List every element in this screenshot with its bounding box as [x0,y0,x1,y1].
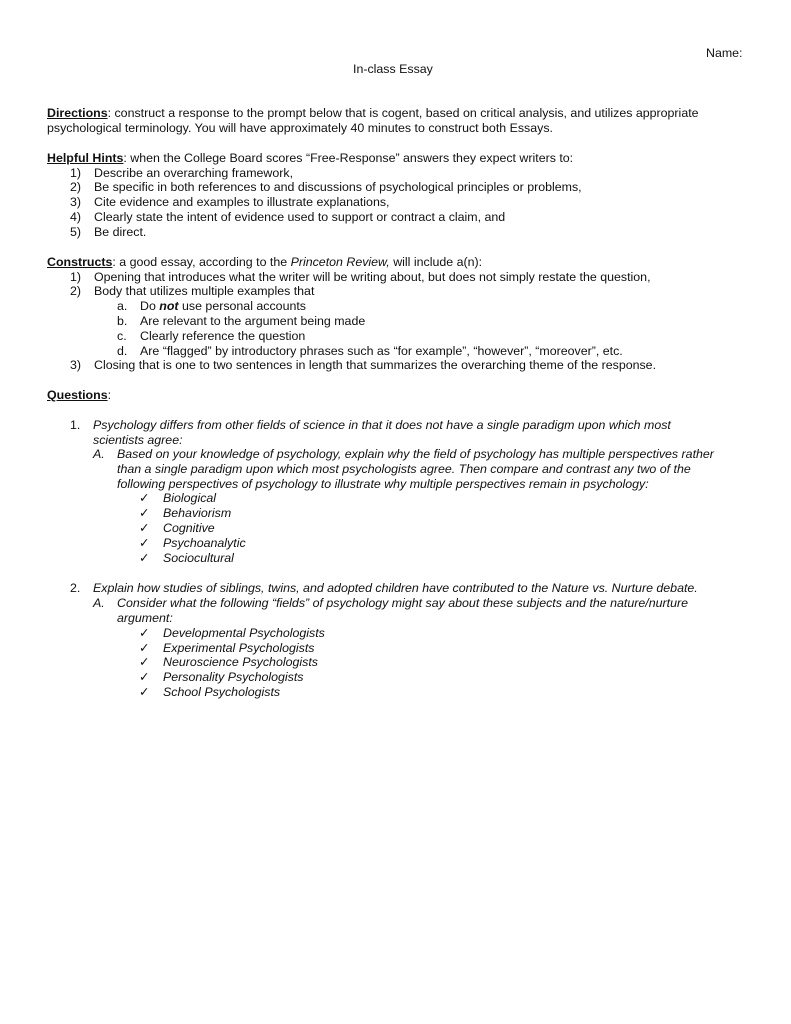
directions-line-1 [47,106,699,121]
subitem-letter: c. [117,329,127,343]
check-icon: ✓ [139,551,150,565]
construct-num: 2) [70,284,82,298]
subitem-letter: b. [117,314,128,328]
hint-num: 3) [70,195,82,209]
page-title: In-class Essay [353,62,433,76]
field-item [139,655,318,670]
questions-heading [47,388,111,403]
perspective-label: Psychoanalytic [163,536,246,550]
subitem-letter: d. [117,344,128,358]
question-num: 1. [70,418,81,432]
hints-intro [47,151,573,166]
subitem-text: Are relevant to the argument being made [140,314,366,328]
construct-text: Opening that introduces what the writer will be writing about, but does not simply restate the question, [94,270,651,284]
check-icon: ✓ [139,626,150,640]
field-item [139,670,304,685]
question-text: Explain how studies of siblings, twins, and adopted children have contributed to the Nature vs. Nurture debate. [93,581,698,595]
question-text: Psychology differs from other fields of science in that it does not have a single paradigm upon which most [93,418,671,432]
field-label: Neuroscience Psychologists [163,655,318,669]
field-item [139,685,280,700]
question-1a-line-3: following perspectives of psychology to illustrate why multiple perspectives remain in psychology: [117,477,649,491]
constructs-intro-pre: : a good essay, according to the [112,255,291,269]
hint-text: Be direct. [94,225,147,239]
subitem-text-post: use personal accounts [178,299,306,313]
hint-item [70,195,389,210]
construct-text: Body that utilizes multiple examples that [94,284,315,298]
construct-subitem [117,329,305,344]
subitem-letter: a. [117,299,128,313]
questions-colon: : [107,388,112,402]
name-label: Name: [706,46,743,60]
field-label: Developmental Psychologists [163,626,325,640]
hint-num: 4) [70,210,82,224]
perspective-item [139,506,231,521]
question-2a-line-1 [93,596,688,611]
hints-label: Helpful Hints [47,151,124,165]
subitem-text: Are “flagged” by introductory phrases such as “for example”, “however”, “moreover”, etc. [140,344,623,358]
question-1-line-2: scientists agree: [93,433,183,447]
check-icon: ✓ [139,641,150,655]
question-1a-line-1 [93,447,714,462]
check-icon: ✓ [139,521,150,535]
hint-text: Cite evidence and examples to illustrate explanations, [94,195,390,209]
hint-item [70,166,293,181]
hints-intro-text: : when the College Board scores “Free-Response” answers they expect writers to: [123,151,574,165]
hint-text: Clearly state the intent of evidence used to support or contract a claim, and [94,210,506,224]
field-label: School Psychologists [163,685,281,699]
perspective-item [139,521,215,536]
directions-label: Directions [47,106,108,120]
construct-subitem [117,299,306,314]
perspective-item [139,536,246,551]
construct-subitem [117,314,365,329]
check-icon: ✓ [139,506,150,520]
hint-item [70,210,505,225]
field-item [139,626,325,641]
question-2-line-1 [70,581,698,596]
directions-line-2: psychological terminology. You will have approximately 40 minutes to construct both Essays. [47,121,553,135]
check-icon: ✓ [139,655,150,669]
hint-text: Be specific in both references to and discussions of psychological principles or problems, [94,180,582,194]
hint-text: Describe an overarching framework, [94,166,294,180]
question-num: 2. [70,581,81,595]
perspective-label: Behaviorism [163,506,232,520]
question-2a-line-2: argument: [117,611,173,625]
check-icon: ✓ [139,536,150,550]
constructs-intro [47,255,482,270]
subquestion-letter: A. [93,596,105,610]
field-label: Experimental Psychologists [163,641,315,655]
perspective-label: Sociocultural [163,551,234,565]
subitem-emphasis: not [159,299,179,313]
construct-item [70,358,656,373]
hint-item [70,180,582,195]
hint-num: 1) [70,166,82,180]
construct-item [70,270,651,285]
questions-label: Questions [47,388,108,402]
check-icon: ✓ [139,670,150,684]
construct-subitem [117,344,623,359]
construct-text: Closing that is one to two sentences in length that summarizes the overarching theme of the response. [94,358,657,372]
field-item [139,641,315,656]
subitem-text: Clearly reference the question [140,329,306,343]
perspective-item [139,491,216,506]
perspective-label: Biological [163,491,217,505]
check-icon: ✓ [139,685,150,699]
subquestion-letter: A. [93,447,105,461]
construct-item [70,284,314,299]
question-1-line-1 [70,418,671,433]
subquestion-text: Based on your knowledge of psychology, explain why the field of psychology has multiple perspectives rather [117,447,714,461]
hint-num: 5) [70,225,82,239]
constructs-label: Constructs [47,255,113,269]
perspective-label: Cognitive [163,521,215,535]
perspective-item [139,551,234,566]
directions-text: : construct a response to the prompt below that is cogent, based on critical analysis, and utilizes appropriate [107,106,699,120]
check-icon: ✓ [139,491,150,505]
hint-num: 2) [70,180,82,194]
hint-item [70,225,146,240]
question-1a-line-2: than a single paradigm upon which most psychologists agree. Then compare and contrast any two of the [117,462,691,476]
field-label: Personality Psychologists [163,670,304,684]
construct-num: 3) [70,358,82,372]
subitem-text-pre: Do [140,299,160,313]
constructs-intro-post: will include a(n): [389,255,483,269]
construct-num: 1) [70,270,82,284]
constructs-intro-source: Princeton Review, [290,255,390,269]
subquestion-text: Consider what the following “fields” of psychology might say about these subjects and the nature/nurture [117,596,688,610]
